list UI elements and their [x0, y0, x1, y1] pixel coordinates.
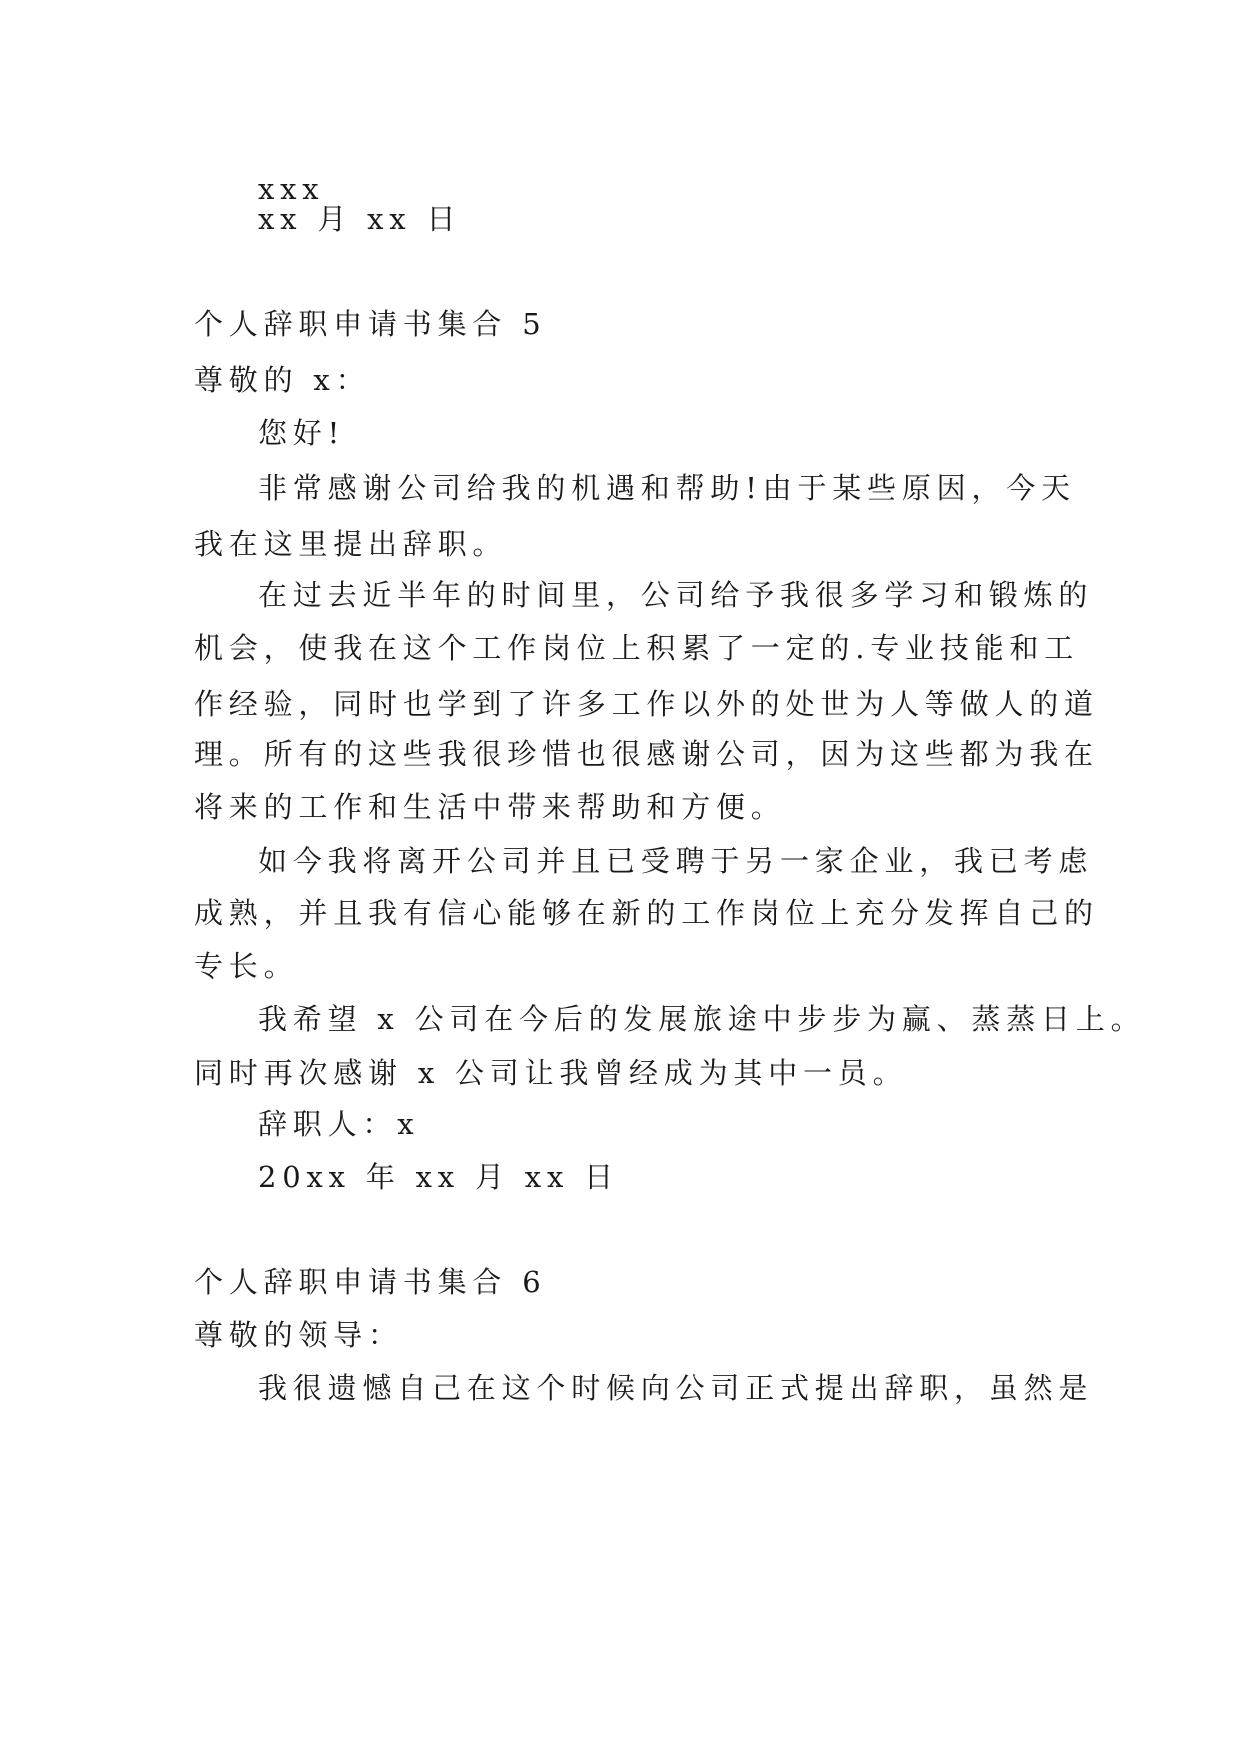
paragraph-line: 非常感谢公司给我的机遇和帮助!由于某些原因，今天	[258, 471, 1076, 505]
paragraph-line: 将来的工作和生活中带来帮助和方便。	[194, 790, 786, 824]
signer: 辞职人：x	[258, 1107, 420, 1141]
paragraph-line: 同时再次感谢 x 公司让我曾经成为其中一员。	[194, 1056, 908, 1090]
paragraph-line: 如今我将离开公司并且已受聘于另一家企业，我已考虑	[258, 844, 1094, 878]
paragraph-line: 我很遗憾自己在这个时候向公司正式提出辞职，虽然是	[258, 1371, 1094, 1405]
salutation: 尊敬的领导：	[194, 1318, 403, 1352]
paragraph-line: 我在这里提出辞职。	[194, 527, 508, 561]
signature-name: xxx	[258, 172, 325, 206]
paragraph-line: 机会，使我在这个工作岗位上积累了一定的.专业技能和工	[194, 631, 1080, 665]
greeting: 您好!	[258, 416, 346, 450]
paragraph-line: 专长。	[194, 949, 299, 983]
paragraph-line: 理。所有的这些我很珍惜也很感谢公司，因为这些都为我在	[194, 737, 1099, 771]
paragraph-line: 成熟，并且我有信心能够在新的工作岗位上充分发挥自己的	[194, 896, 1099, 930]
paragraph-line: 作经验，同时也学到了许多工作以外的处世为人等做人的道	[194, 687, 1099, 721]
paragraph-line: 我希望 x 公司在今后的发展旅途中步步为赢、蒸蒸日上。	[258, 1002, 1146, 1036]
letter-date: 20xx 年 xx 月 xx 日	[258, 1160, 619, 1194]
letter-title: 个人辞职申请书集合 6	[194, 1265, 547, 1299]
letter-title: 个人辞职申请书集合 5	[194, 307, 547, 341]
paragraph-line: 在过去近半年的时间里，公司给予我很多学习和锻炼的	[258, 578, 1094, 612]
signature-date: xx 月 xx 日	[258, 202, 462, 236]
salutation: 尊敬的 x：	[194, 363, 371, 397]
